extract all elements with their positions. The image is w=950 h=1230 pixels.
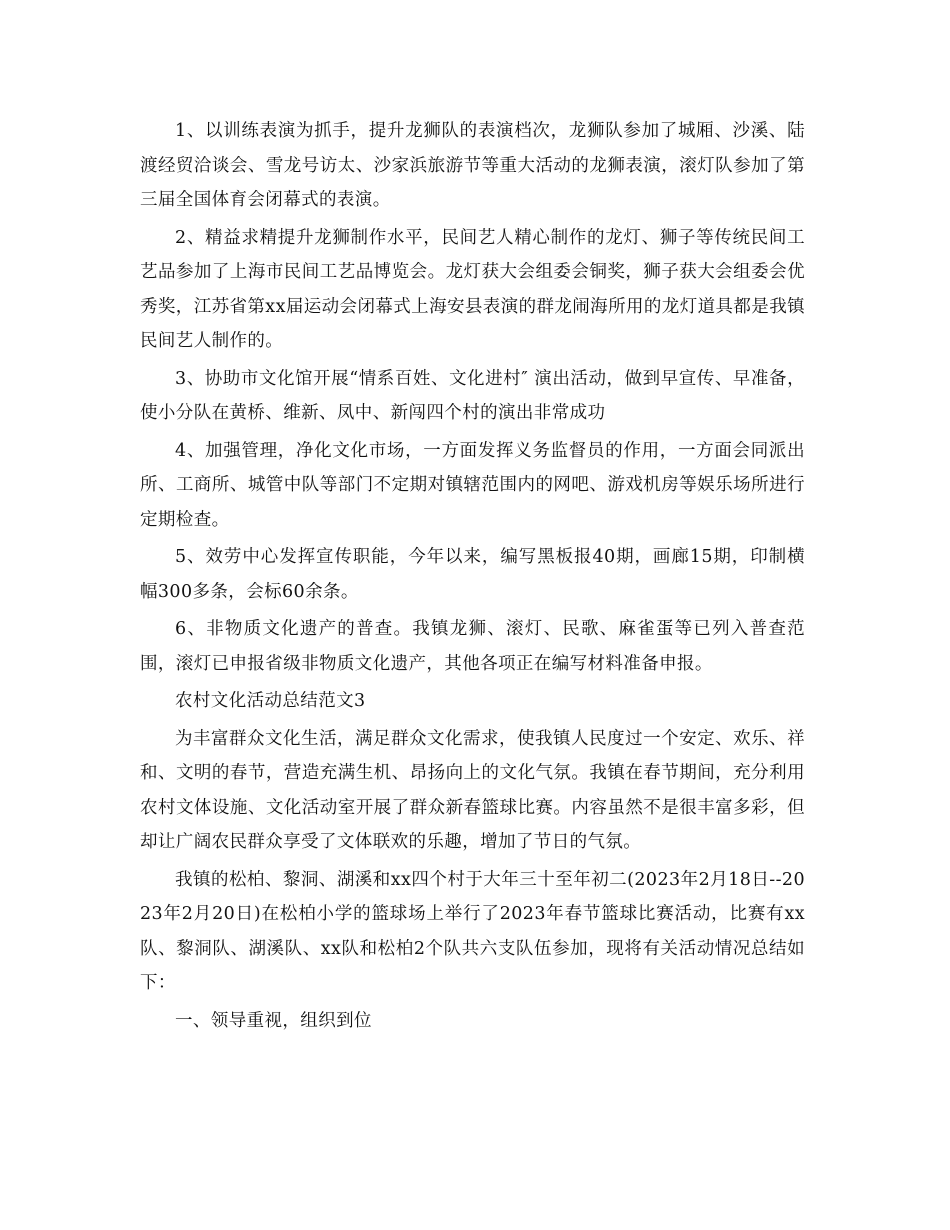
paragraph-2: 2、精益求精提升龙狮制作水平，民间艺人精心制作的龙灯、狮子等传统民间工艺品参加了上海市民间工艺品博览会。龙灯获大会组委会铜奖，狮子获大会组委会优秀奖，江苏省第xx届运动会闭幕式上海安县表演的群龙闹海所用的龙灯道具都是我镇民间艺人制作的。 [140, 227, 805, 351]
paragraph-1: 1、以训练表演为抓手，提升龙狮队的表演档次，龙狮队参加了城厢、沙溪、陆渡经贸洽谈会、雪龙号访太、沙家浜旅游节等重大活动的龙狮表演，滚灯队参加了第三届全国体育会闭幕式的表演。 [140, 121, 805, 210]
paragraph-6: 6、非物质文化遗产的普查。我镇龙狮、滚灯、民歌、麻雀蛋等已列入普查范围，滚灯已申报省级非物质文化遗产，其他各项正在编写材料准备申报。 [140, 619, 805, 674]
section-paragraph-3: 一、领导重视，组织到位 [175, 1010, 372, 1031]
document-body [140, 114, 805, 1041]
paragraph-5: 5、效劳中心发挥宣传职能，今年以来，编写黑板报40期，画廊15期，印制横幅300多条，会标60余条。 [140, 547, 805, 602]
paragraph-4: 4、加强管理，净化文化市场，一方面发挥义务监督员的作用，一方面会同派出所、工商所、城管中队等部门不定期对镇辖范围内的网吧、游戏机房等娱乐场所进行定期检查。 [140, 440, 805, 530]
section-title: 农村文化活动总结范文3 [175, 691, 366, 711]
section-paragraph-2: 我镇的松柏、黎洞、湖溪和xx四个村于大年三十至年初二(2023年2月18日--2023年2月20日)在松柏小学的篮球场上举行了2023年春节篮球比赛活动，比赛有xx队、黎洞队、湖溪队、xx队和松柏2个队共六支队伍参加，现将有关活动情况总结如下： [140, 869, 805, 993]
paragraph-3: 3、协助市文化馆开展“情系百姓、文化进村″ 演出活动，做到早宣传、早准备，使小分队在黄桥、维新、凤中、新闯四个村的演出非常成功 [140, 368, 805, 423]
section-paragraph-1: 为丰富群众文化生活，满足群众文化需求，使我镇人民度过一个安定、欢乐、祥和、文明的春节，营造充满生机、昂扬向上的文化气氛。我镇在春节期间，充分利用农村文体设施、文化活动室开展了群众新春篮球比赛。内容虽然不是很丰富多彩，但却让广阔农民群众享受了文体联欢的乐趣，增加了节日的气氛。 [140, 728, 805, 852]
